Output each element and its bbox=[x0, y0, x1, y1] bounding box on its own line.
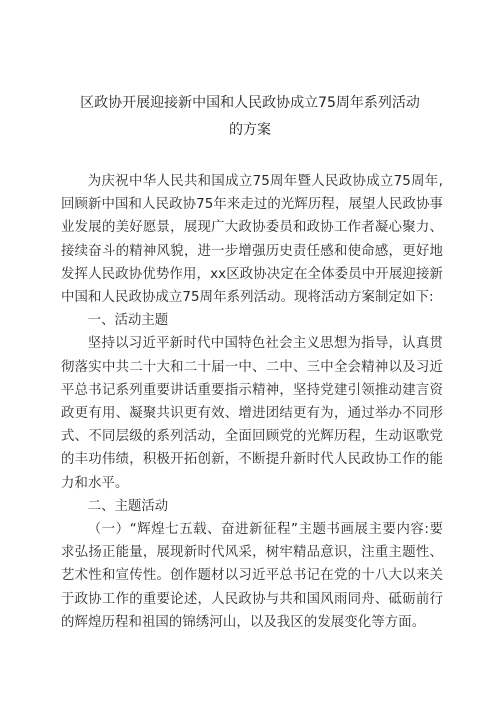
document-body bbox=[61, 170, 443, 634]
section1-heading: 一、活动主题 bbox=[87, 313, 169, 329]
intro-paragraph: 为庆祝中华人民共和国成立75周年暨人民政协成立75周年,回顾新中国和人民政协75年来走过的光辉历程，展望人民政协事业发展的美好愿景，展现广大政协委员和政协工作者凝心聚力、接续奋斗的精神风貌，进一步增强历史责任感和使命感，更好地发挥人民政协优势作用，xx区政协决定在全体委员中开展迎接新中国和人民政协成立75周年系列活动。现将活动方案制定如下: bbox=[61, 174, 443, 306]
document-title-line2: 的方案 bbox=[229, 122, 271, 138]
section1-paragraph: 坚持以习近平新时代中国特色社会主义思想为指导，认真贯彻落实中共二十大和二十届一中、二中、三中全会精神以及习近平总书记系列重要讲话重要指示精神，坚持党建引领推动建言资政更有用、凝聚共识更有效、增进团结更有为，通过举办不同形式、不同层级的系列活动，全面回顾党的光辉历程，生动讴歌党的丰功伟绩，积极开拓创新，不断提升新时代人民政协工作的能力和水平。 bbox=[61, 336, 443, 491]
section2-item1-paragraph: （一）“辉煌七五载、奋进新征程”主题书画展主要内容:要求弘扬正能量，展现新时代风采，树牢精品意识，注重主题性、艺术性和宣传性。创作题材以习近平总书记在党的十八大以来关于政协工作的重要论述，人民政协与共和国风雨同舟、砥砺前行的辉煌历程和祖国的锦绣河山，以及我区的发展变化等方面。 bbox=[61, 522, 443, 630]
document-title-line1: 区政协开展迎接新中国和人民政协成立75周年系列活动 bbox=[80, 95, 420, 111]
section2-heading: 二、主题活动 bbox=[87, 498, 169, 514]
